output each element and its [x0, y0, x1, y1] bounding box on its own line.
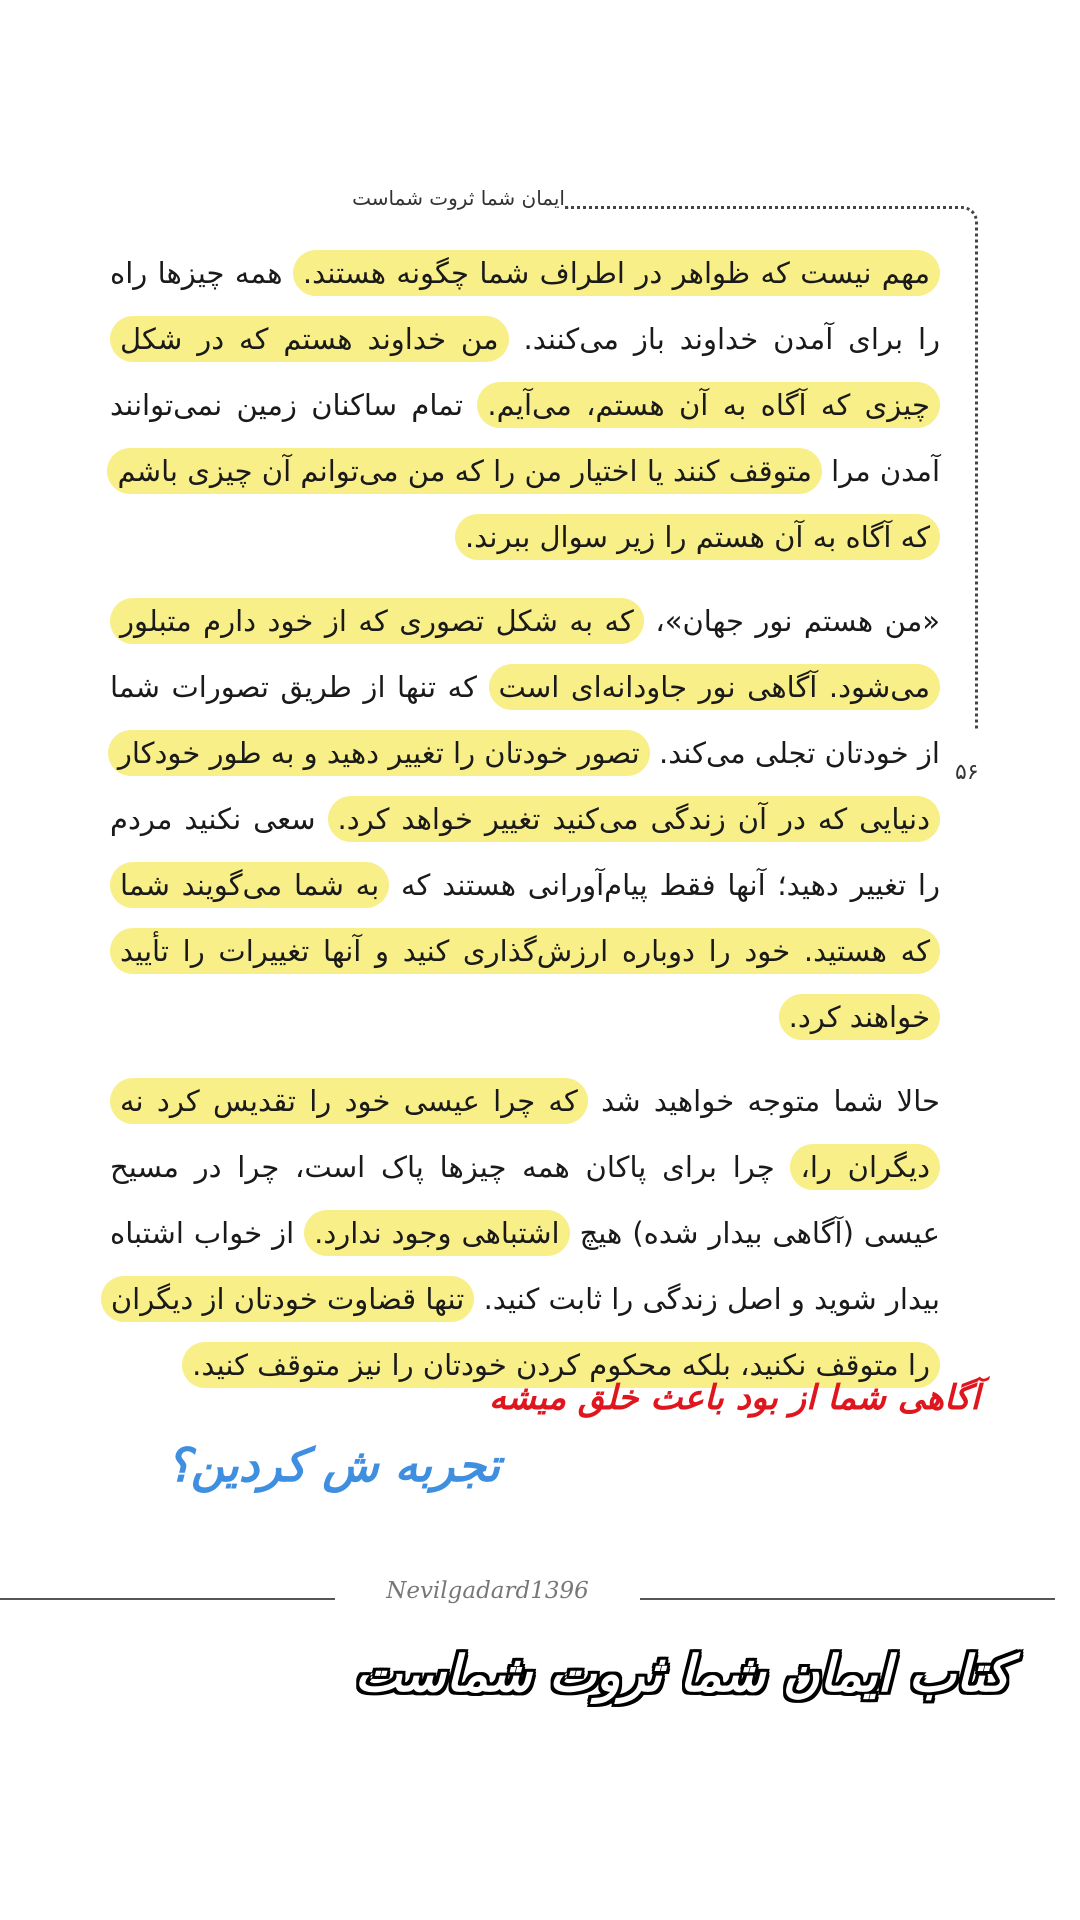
footer-line-left: [0, 1598, 335, 1600]
book-caption: کتاب ایمان شما ثروت شماست: [354, 1645, 1010, 1703]
text-segment: حالا شما متوجه خواهید شد: [587, 1084, 940, 1118]
text-segment: از خواب اشتباه بیدار شوید و اصل زندگی را ثابت کنید.: [110, 1216, 940, 1316]
highlighted-text-segment: اشتباهی وجود ندارد.: [304, 1210, 569, 1256]
footer-line-right: [640, 1598, 1055, 1600]
running-header: ایمان شما ثروت شماست: [352, 186, 565, 210]
highlighted-text-segment: مهم نیست که ظواهر در اطراف شما چگونه هستند.: [293, 250, 940, 296]
text-segment: سعی نکنید مردم را تغییر دهید؛ آنها فقط پیام‌آورانی هستند که: [110, 802, 940, 902]
highlighted-text-segment: که به شکل تصوری که از خود دارم متبلور می‌شود. آگاهی نور جاودانه‌ای است: [110, 598, 940, 710]
paragraph-1: [110, 240, 940, 570]
text-segment: که تنها از طریق تصورات شما از خودتان تجلی می‌کند.: [110, 670, 940, 770]
highlighted-text-segment: تصور خودتان را تغییر دهید و به طور خودکار دنیایی که در آن زندگی می‌کنید تغییر خواهد کرد.: [108, 730, 940, 842]
annotation-blue: تجربه ش کردین؟: [166, 1438, 500, 1492]
highlighted-text-segment: که چرا عیسی خود را تقدیس کرد نه دیگران را،: [110, 1078, 940, 1190]
annotation-red: آگاهی شما از بود باعث خلق میشه: [489, 1378, 980, 1418]
highlighted-text-segment: متوقف کنند یا اختیار من را که من می‌توانم آن چیزی باشم که آگاه به آن هستم را زیر سوال ببرند.: [107, 448, 940, 560]
page-number: ۵۶: [955, 760, 979, 785]
highlighted-text-segment: تنها قضاوت خودتان از دیگران را متوقف نکنید، بلکه محکوم کردن خودتان را نیز متوقف کنید.: [101, 1276, 940, 1388]
watermark: Nevilgadard1396: [386, 1578, 589, 1604]
highlighted-text-segment: من خداوند هستم که در شکل چیزی که آگاه به آن هستم، می‌آیم.: [110, 316, 940, 428]
text-segment: همه چیزها راه را برای آمدن خداوند باز می‌کنند.: [110, 256, 941, 356]
paragraph-3: [110, 1068, 940, 1398]
text-segment: «من هستم نور جهان»،: [643, 604, 940, 638]
highlighted-text-segment: به شما می‌گویند شما که هستید. خود را دوباره ارزش‌گذاری کنید و آنها تغییرات را تأیید خواهند کرد.: [110, 862, 940, 1040]
paragraph-2: [110, 588, 940, 1050]
text-segment: تمام ساکنان زمین نمی‌توانند آمدن مرا: [110, 388, 940, 488]
text-segment: چرا برای پاکان همه چیزها پاک است، چرا در مسیح عیسی (آگاهی بیدار شده) هیچ: [110, 1150, 940, 1250]
body-text: [110, 240, 940, 1398]
